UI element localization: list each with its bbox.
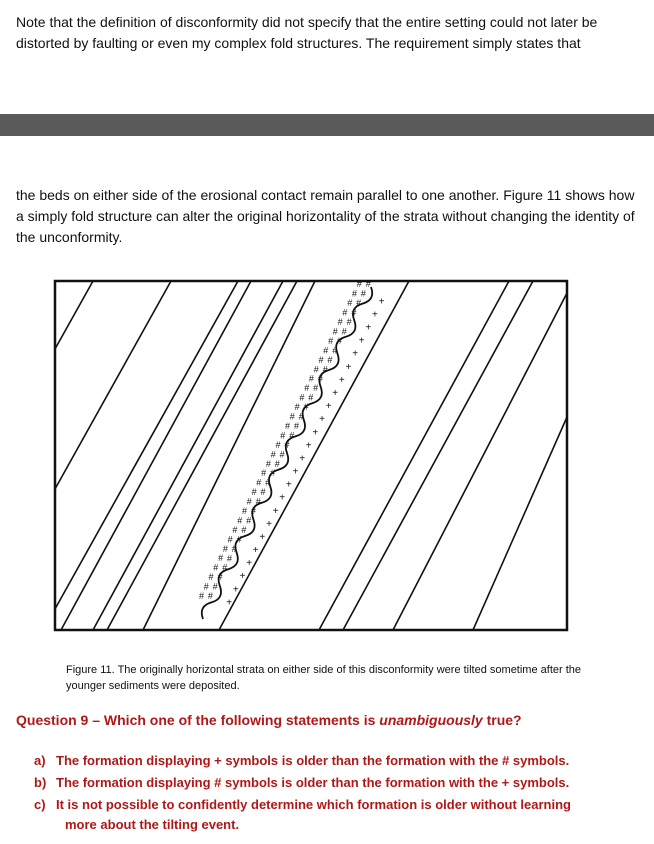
hash-symbol: # xyxy=(241,524,247,535)
hash-symbol: # xyxy=(313,383,319,394)
figure-caption: Figure 11. The originally horizontal strata on either side of this disconformity were tilted sometime after the younger sediments were deposited. xyxy=(66,664,582,692)
question-9 xyxy=(16,710,522,730)
hash-symbol: # xyxy=(332,326,338,337)
plus-symbol: + xyxy=(305,440,312,452)
hash-symbol: # xyxy=(313,364,319,375)
paragraph-continued: the beds on either side of the erosional contact remain parallel to one another. Figure 11 shows how a simply fold structure can alter the original horizontality of the strata without changing the identity of the unconformity. xyxy=(16,187,635,245)
hash-symbol: # xyxy=(318,354,324,365)
hash-symbol: # xyxy=(265,458,271,469)
hash-symbol: # xyxy=(274,458,280,469)
hash-symbol: # xyxy=(265,477,271,488)
hash-symbol: # xyxy=(365,279,371,290)
hash-symbol: # xyxy=(279,449,285,460)
hash-symbol: # xyxy=(199,591,205,601)
hash-symbol: # xyxy=(356,279,362,290)
plus-symbol: + xyxy=(325,401,332,413)
plus-symbol: + xyxy=(338,374,345,386)
question-emphasis: unambiguously xyxy=(379,712,483,728)
hash-symbol: # xyxy=(308,392,314,403)
hash-symbol: # xyxy=(346,317,352,327)
plus-symbol: + xyxy=(312,427,319,439)
option-text: The formation displaying + symbols is older than the formation with the # symbols. xyxy=(56,753,570,768)
hash-symbol: # xyxy=(332,345,338,356)
hash-symbol: # xyxy=(232,524,238,535)
hash-symbol: # xyxy=(328,335,334,346)
plus-symbol-formation xyxy=(226,296,384,608)
hash-symbol: # xyxy=(227,553,233,564)
option-text: The formation displaying # symbols is older than the formation with the + symbols. xyxy=(56,775,570,790)
hash-symbol: # xyxy=(242,506,248,516)
figure-11-diagram xyxy=(53,279,569,632)
hash-symbol: # xyxy=(327,354,333,365)
hash-symbol: # xyxy=(275,439,281,450)
hash-symbol: # xyxy=(360,288,366,299)
plus-symbol: + xyxy=(252,545,259,557)
stratum-line xyxy=(107,281,300,630)
hash-symbol: # xyxy=(308,373,314,384)
hash-symbol: # xyxy=(260,487,266,498)
plus-symbol: + xyxy=(358,335,365,347)
hash-symbol: # xyxy=(298,411,304,422)
hash-symbol: # xyxy=(341,326,347,337)
stratum-line xyxy=(55,281,238,609)
hash-symbol: # xyxy=(294,421,300,431)
plus-symbol: + xyxy=(285,479,292,491)
hash-symbol: # xyxy=(342,307,348,318)
hash-symbol: # xyxy=(322,364,328,375)
plus-symbol: + xyxy=(272,505,279,517)
hash-symbol: # xyxy=(231,543,237,554)
hash-symbol: # xyxy=(203,581,209,592)
option-label: b) xyxy=(34,775,47,790)
plus-symbol: + xyxy=(232,584,239,596)
hash-symbol: # xyxy=(217,572,223,583)
hash-symbol: # xyxy=(280,430,286,441)
hash-symbol: # xyxy=(237,515,243,526)
option-text: It is not possible to confidently determine which formation is older without learning xyxy=(56,797,571,812)
hash-symbol: # xyxy=(337,335,343,346)
hash-symbol: # xyxy=(304,383,310,394)
option-text-continued: more about the tilting event. xyxy=(65,817,240,832)
question-suffix: true? xyxy=(482,712,522,728)
plus-symbol: + xyxy=(372,309,378,321)
plus-symbol: + xyxy=(352,348,359,360)
stratum-line xyxy=(55,281,93,349)
option-label: c) xyxy=(34,797,46,812)
stratum-line xyxy=(343,281,533,630)
option-c[interactable] xyxy=(34,795,634,835)
plus-symbol: + xyxy=(226,597,233,609)
hash-symbol: # xyxy=(270,468,276,479)
plus-symbol: + xyxy=(279,492,286,504)
stratum-line xyxy=(93,281,286,630)
hash-symbol: # xyxy=(261,468,267,479)
hash-symbol: # xyxy=(356,298,362,309)
hash-symbol: # xyxy=(222,562,228,573)
hash-symbol: # xyxy=(303,402,309,413)
hash-symbol: # xyxy=(227,534,233,545)
plus-symbol: + xyxy=(332,388,339,399)
option-a[interactable] xyxy=(34,751,634,771)
hash-symbol: # xyxy=(284,439,290,450)
hash-symbol: # xyxy=(213,562,219,573)
divider-band xyxy=(0,114,654,136)
plus-symbol: + xyxy=(319,414,325,426)
hash-symbol: # xyxy=(207,591,213,602)
plus-symbol: + xyxy=(378,296,385,308)
hash-symbol: # xyxy=(347,298,353,309)
plus-symbol: + xyxy=(266,518,272,530)
hash-symbol: # xyxy=(270,449,276,460)
figure-frame xyxy=(55,281,567,630)
question-prefix: Question 9 – Which one of the following statements is xyxy=(16,712,380,728)
hash-symbol-formation xyxy=(199,279,371,601)
hash-symbol: # xyxy=(289,411,295,422)
plus-symbol: + xyxy=(259,532,266,543)
plus-symbol: + xyxy=(292,466,299,478)
stratum-line xyxy=(219,281,409,630)
hash-symbol: # xyxy=(246,515,252,526)
plus-symbol: + xyxy=(239,571,246,583)
hash-symbol: # xyxy=(337,317,343,327)
hash-symbol: # xyxy=(246,496,252,507)
stratum-line xyxy=(55,281,171,489)
hash-symbol: # xyxy=(317,373,323,384)
hash-symbol: # xyxy=(251,487,257,498)
hash-symbol: # xyxy=(222,543,228,554)
hash-symbol: # xyxy=(255,496,261,507)
plus-symbol: + xyxy=(246,558,253,570)
hash-symbol: # xyxy=(218,553,224,564)
hash-symbol: # xyxy=(250,506,256,516)
stratum-line xyxy=(143,281,315,630)
hash-symbol: # xyxy=(208,572,214,583)
hash-symbol: # xyxy=(294,402,300,413)
hash-symbol: # xyxy=(351,307,357,318)
hash-symbol: # xyxy=(289,430,295,441)
hash-symbol: # xyxy=(352,288,358,299)
option-label: a) xyxy=(34,753,46,768)
plus-symbol: + xyxy=(299,453,306,465)
hash-symbol: # xyxy=(285,421,291,431)
hash-symbol: # xyxy=(236,534,242,545)
hash-symbol: # xyxy=(212,581,218,592)
hash-symbol: # xyxy=(256,477,262,488)
stratum-line xyxy=(319,281,509,630)
plus-symbol: + xyxy=(365,322,372,334)
hash-symbol: # xyxy=(299,392,305,403)
stratum-line xyxy=(393,293,567,630)
hash-symbol: # xyxy=(323,345,329,356)
paragraph-intro: Note that the definition of disconformity did not specify that the entire setting could not later be distorted by faulting or even my complex fold structures. The requirement simply states that xyxy=(16,14,598,51)
plus-symbol: + xyxy=(345,361,352,373)
option-b[interactable] xyxy=(34,773,634,793)
